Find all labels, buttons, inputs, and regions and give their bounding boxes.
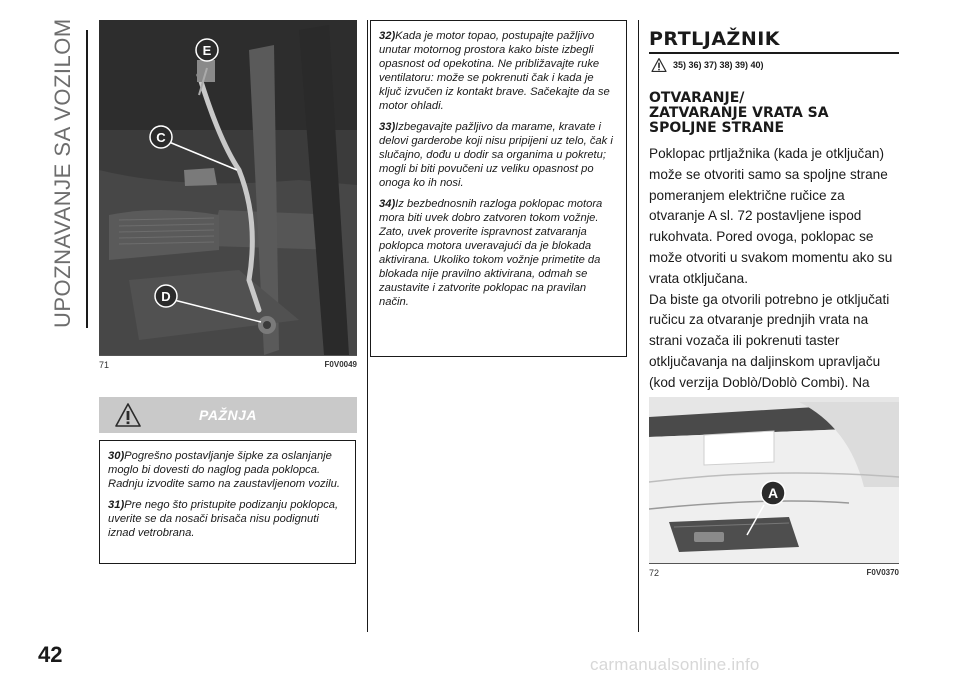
svg-text:C: C <box>156 130 166 145</box>
warning-note: 31)Pre nego što pristupite podizanju poklopca, uverite se da nosači brisača nisu podignuti iznad vetrobrana. <box>108 499 339 539</box>
warning-box <box>99 440 356 564</box>
warning-triangle-icon <box>651 58 667 72</box>
label-a-marker <box>761 481 785 505</box>
section-rule <box>649 52 899 54</box>
warning-note: 30)Pogrešno postavljanje šipke za oslanjanje moglo bi dovesti do naglog pada poklopca. Radnju izvodite samo na zaustavljenom vozilu. <box>108 450 340 490</box>
figure-71-number: 71 <box>99 360 110 370</box>
warning-note: 34)Iz bezbednosnih razloga poklopac motora mora biti uvek dobro zatvoren tokom vožnje. Zato, uvek proverite ispravnost zatvaranja poklopca motora uveravajući da je blokada aktivirana. Ukoliko tokom vožnje primetite da blokada nije pravilno aktivirana, odmah se zaustavite i zatvorite poklopac na pravilan način. <box>379 198 603 308</box>
warning-box-continued <box>370 20 627 357</box>
warning-references <box>651 58 764 72</box>
label-d-marker <box>155 285 177 307</box>
column-divider <box>638 20 639 632</box>
svg-text:A: A <box>767 485 779 501</box>
figure-71-code: F0V0049 <box>324 360 357 369</box>
column-divider <box>367 20 368 632</box>
svg-text:E: E <box>202 43 212 58</box>
warning-header <box>99 397 357 433</box>
figure-71-engine-bay-photo <box>99 20 357 356</box>
warning-note: 33)Izbegavajte pažljivo da marame, kravate i delovi garderobe koji nisu pripijeni uz telo, čak i slučajno, dođu u dodir sa organima u pokretu; mogli bi biti povučeni uz veliku opasnost po onoga ko ih nosi. <box>379 121 613 189</box>
section-body <box>649 144 901 435</box>
site-watermark: carmanualsonline.info <box>590 655 760 674</box>
section-title: PRTLJAŽNIK <box>649 28 781 50</box>
label-e-marker <box>196 39 218 61</box>
figure-71-caption <box>99 360 357 370</box>
warning-title: PAŽNJA <box>199 407 257 423</box>
figure-72-number: 72 <box>649 568 660 578</box>
figure-72-caption <box>649 568 899 578</box>
svg-text:D: D <box>161 289 171 304</box>
subsection-title: OTVARANJE/ ZATVARANJE VRATA SA SPOLJNE STRANE <box>649 90 829 136</box>
page-number: 42 <box>38 642 63 667</box>
reference-numbers: 35) 36) 37) 38) 39) 40) <box>673 60 764 70</box>
body-paragraph: Poklopac prtljažnika (kada je otključan) može se otvoriti samo sa spoljne strane pomeranjem električne ručice za otvaranje A sl. 72 postavljene ispod rukohvata. Pored ovoga, poklopac se može otvoriti u svakom momentu ako su vrata otključana. <box>649 146 893 286</box>
figure-72-tailgate-photo <box>649 397 899 564</box>
figure-72-code: F0V0370 <box>866 568 899 577</box>
body-paragraph: Da biste ga otvorili potrebno je otključati ručicu za otvaranje prednjih vrata na strani vozača ili pokrenuti taster otključavanja na daljinskom upravljaču (kod verzija Doblò/Doblò Combi). Na <box>649 291 890 390</box>
side-divider <box>86 30 88 328</box>
chapter-side-title: UPOZNAVANJE SA VOZILOM <box>50 18 75 328</box>
warning-note: 32)Kada je motor topao, postupajte pažljivo unutar motornog prostora kako biste izbegli opasnost od opekotina. Ne približavajte ruke ventilatoru: može se pokrenuti čak i kada je ključ izvučen iz kontakt brave. Sačekajte da se motor ohladi. <box>379 30 610 112</box>
label-c-marker <box>150 126 172 148</box>
